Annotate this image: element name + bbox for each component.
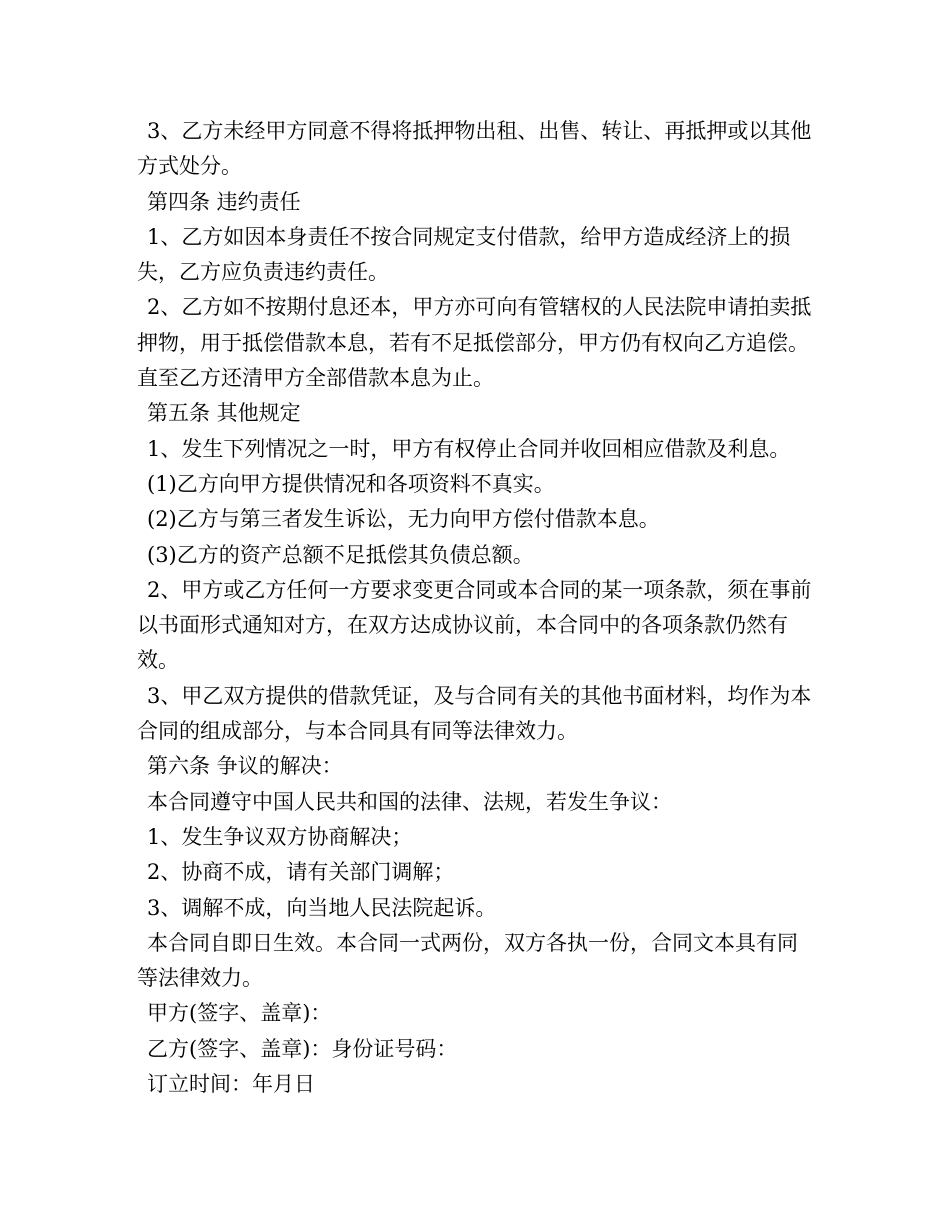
article-6-heading: 第六条 争议的解决：: [147, 754, 343, 779]
signing-date-line: 订立时间：年月日: [147, 1072, 315, 1097]
article-4-item-2: 2、乙方如不按期付息还本，甲方亦可向有管辖权的人民法院申请拍卖抵押物，用于抵偿借款本息，若有不足抵偿部分，甲方仍有权向乙方追偿。直至乙方还清甲方全部借款本息为止。: [137, 295, 812, 391]
article-4-item-1: 1、乙方如因本身责任不按合同规定支付借款，给甲方造成经济上的损失，乙方应负责违约责任。: [137, 224, 791, 285]
party-b-signature-line: 乙方(签字、盖章)：身份证号码：: [147, 1036, 458, 1061]
effectiveness-clause: 本合同自即日生效。本合同一式两份，双方各执一份，合同文本具有同等法律效力。: [137, 930, 798, 991]
clause-3-mortgage-disposal: 3、乙方未经甲方同意不得将抵押物出租、出售、转让、再抵押或以其他方式处分。: [137, 119, 812, 179]
article-5-subitem-1: (1)乙方向甲方提供情况和各项资料不真实。: [147, 471, 555, 496]
article-5-subitem-3: (3)乙方的资产总额不足抵偿其负债总额。: [147, 542, 534, 567]
article-5-subitem-2: (2)乙方与第三者发生诉讼，无力向甲方偿付借款本息。: [147, 507, 660, 532]
article-4-heading: 第四条 违约责任: [147, 189, 301, 214]
article-5-heading: 第五条 其他规定: [147, 401, 301, 426]
article-6-intro: 本合同遵守中国人民共和国的法律、法规，若发生争议：: [147, 789, 672, 814]
document-body: [137, 114, 815, 1102]
article-6-item-3: 3、调解不成，向当地人民法院起诉。: [147, 895, 497, 920]
article-5-item-2: 2、甲方或乙方任何一方要求变更合同或本合同的某一项条款，须在事前以书面形式通知对方，在双方达成协议前，本合同中的各项条款仍然有效。: [137, 577, 812, 673]
party-a-signature-line: 甲方(签字、盖章)：: [147, 1001, 332, 1026]
article-6-item-2: 2、协商不成，请有关部门调解；: [147, 860, 455, 885]
article-5-item-3: 3、甲乙双方提供的借款凭证，及与合同有关的其他书面材料，均作为本合同的组成部分，与本合同具有同等法律效力。: [137, 683, 812, 744]
article-6-item-1: 1、发生争议双方协商解决；: [147, 824, 413, 849]
article-5-item-1: 1、发生下列情况之一时，甲方有权停止合同并收回相应借款及利息。: [147, 436, 791, 461]
